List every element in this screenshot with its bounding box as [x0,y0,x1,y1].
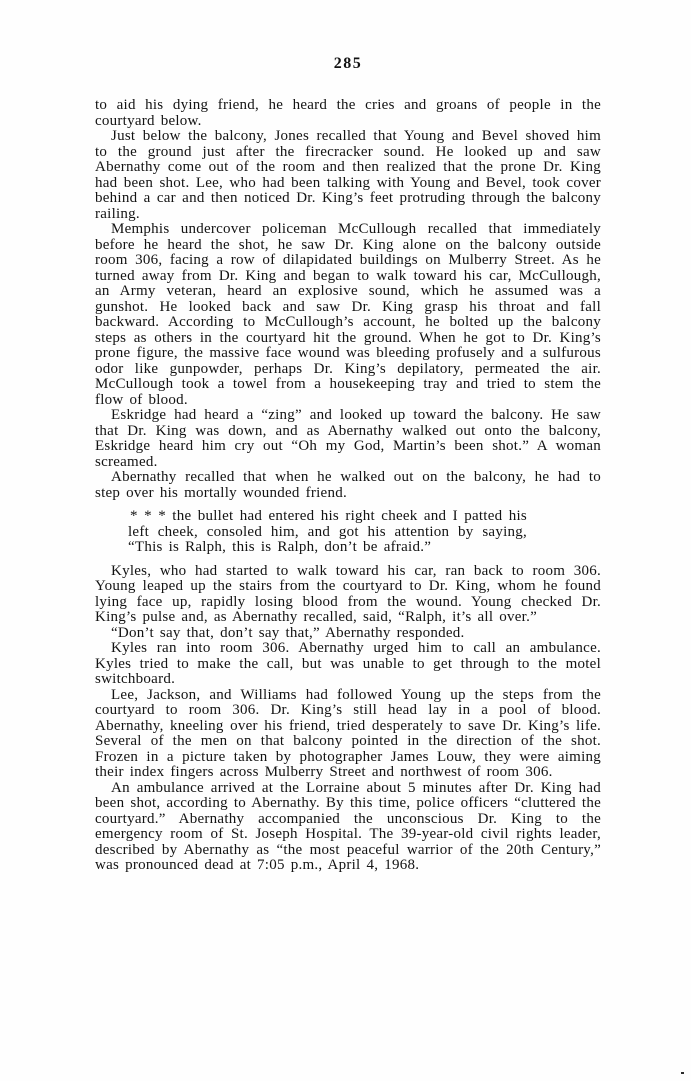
paragraph: Kyles, who had started to walk toward his car, ran back to room 306. Young leaped up the stairs from the courtyard to Dr. King, whom he found lying face up, rapidly losing blood from the wound. Young checked Dr. King’s pulse and, as Abernathy recalled, said, “Ralph, it’s all over.” [95,562,601,625]
paragraph: “Don’t say that, don’t say that,” Abernathy responded. [111,624,465,641]
page-body [95,98,601,874]
paragraph: Memphis undercover policeman McCullough recalled that immediately before he heard the shot, he saw Dr. King alone on the balcony outside room 306, facing a row of dilapidated buildings on Mulberry Street. As he turned away from Dr. King and began to walk toward his car, McCullough, an Army veteran, heard an explosive sound, which he assumed was a gunshot. He looked back and saw Dr. King grasp his throat and fall backward. According to McCullough’s account, he bolted up the balcony steps as others in the courtyard hit the ground. When he got to Dr. King’s prone figure, the massive face wound was bleeding profusely and a sulfurous odor like gunpowder, perhaps Dr. King’s depilatory, permeated the air. McCullough took a towel from a housekeeping tray and tried to stem the flow of blood. [95,221,601,408]
paragraph: Kyles ran into room 306. Abernathy urged him to call an ambulance. Kyles tried to make the call, but was unable to get through to the motel switchboard. [95,640,601,687]
page-number: 285 [333,55,363,72]
scan-artifact-speck [681,1072,684,1074]
paragraph: An ambulance arrived at the Lorraine about 5 minutes after Dr. King had been shot, according to Abernathy. By this time, police officers “cluttered the courtyard.” Abernathy accompanied the unconscious Dr. King to the emergency room of St. Joseph Hospital. The 39-year-old civil rights leader, described by Abernathy as “the most peaceful warrior of the 20th Century,” was pronounced dead at 7:05 p.m., April 4, 1968. [95,779,601,873]
paragraph: Lee, Jackson, and Williams had followed Young up the steps from the courtyard to room 306. Dr. King’s still head lay in a pool of blood. Abernathy, kneeling over his friend, tried desperately to save Dr. King’s life. Several of the men on that balcony pointed in the direction of the shot. Frozen in a picture taken by photographer James Louw, they were aiming their index fingers across Mulberry Street and northwest of room 306. [95,686,601,780]
paragraph: Abernathy recalled that when he walked out on the balcony, he had to step over his mortally wounded friend. [95,469,601,501]
paragraph: Eskridge had heard a “zing” and looked up toward the balcony. He saw that Dr. King was down, and as Abernathy walked out onto the balcony, Eskridge heard him cry out “Oh my God, Martin’s been shot.” A woman screamed. [95,407,601,470]
paragraph-continuation: to aid his dying friend, he heard the cries and groans of people in the courtyard below. [95,97,601,129]
block-quote: * * * the bullet had entered his right cheek and I patted his left cheek, consoled him, and got his attention by saying, “This is Ralph, this is Ralph, don’t be afraid.” [128,508,527,555]
paragraph: Just below the balcony, Jones recalled that Young and Bevel shoved him to the ground just after the firecracker sound. He looked up and saw Abernathy come out of the room and then realized that the prone Dr. King had been shot. Lee, who had been talking with Young and Bevel, took cover behind a car and then noticed Dr. King’s feet protruding through the balcony railing. [95,128,601,222]
document-page [95,55,601,874]
